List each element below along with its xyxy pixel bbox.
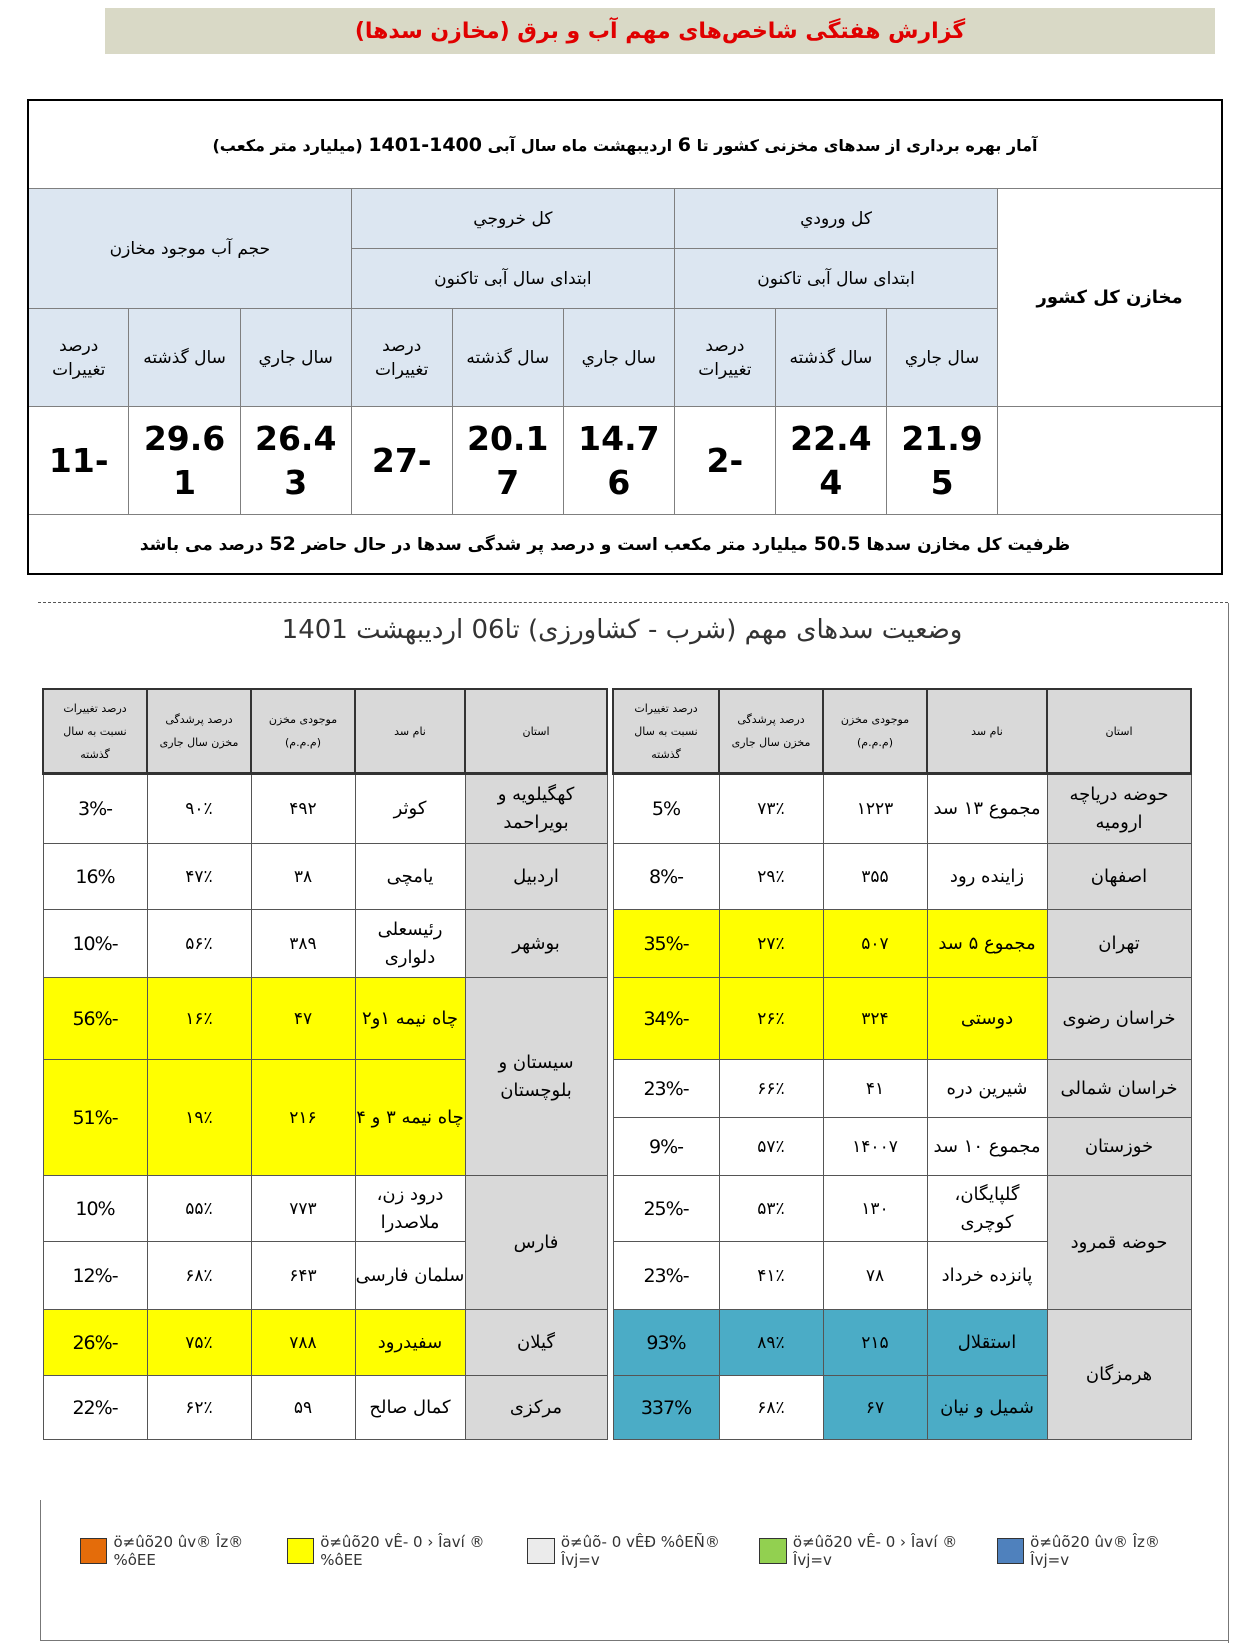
dams-table-left (42, 688, 608, 1440)
dam-name: درود زن، ملاصدرا (355, 1176, 465, 1242)
storage-value: ۳۸۹ (251, 910, 355, 978)
dam-name: پانزده خرداد (927, 1242, 1047, 1310)
dam-name: شیرین دره (927, 1060, 1047, 1118)
fill-value: ۱۶٪ (147, 978, 251, 1060)
change-value: 5% (613, 774, 719, 844)
table-row (613, 978, 1191, 1060)
table-row (43, 1176, 607, 1242)
frame-bottom-line (40, 1640, 1228, 1641)
change-value: 337% (613, 1376, 719, 1440)
table1-caption: آمار بهره برداری از سدهای مخزنی کشور تا 6 اردیبهشت ماه سال آبی 1400-1401 (میلیارد متر مکعب) (28, 100, 1222, 189)
dam-name: گلپایگان، کوچری (927, 1176, 1047, 1242)
table-row (43, 1310, 607, 1376)
province-cell: اصفهان (1047, 844, 1191, 910)
storage-value: ۲۱۵ (823, 1310, 927, 1376)
province-cell: سیستان و بلوچستان (465, 978, 607, 1176)
inflow-change-value: -2 (674, 407, 775, 515)
province-cell: خوزستان (1047, 1118, 1191, 1176)
dam-name: یامچی (355, 844, 465, 910)
dam-name: سفیدرود (355, 1310, 465, 1376)
outflow-group-sub: ابتدای سال آبی تاكنون (351, 249, 674, 309)
fill-value: ۶۸٪ (147, 1242, 251, 1310)
header-fill: درصد پرشدگی مخزن سال جاری (719, 689, 823, 774)
storage-group-title: حجم آب موجود مخازن (28, 189, 351, 309)
table-row (613, 844, 1191, 910)
change-value: -51% (43, 1060, 147, 1176)
header-dam: نام سد (355, 689, 465, 774)
legend-label: ö≠ûõ20 vÊ- 0 › Îaví ® %ôEE (320, 1533, 485, 1569)
dam-name: چاه نیمه ۱و۲ (355, 978, 465, 1060)
legend-swatch-gray (527, 1538, 554, 1564)
storage-value: ۶۷ (823, 1376, 927, 1440)
outflow-current-value: 14.76 (563, 407, 674, 515)
change-value: -23% (613, 1060, 719, 1118)
change-value: 10% (43, 1176, 147, 1242)
fill-value: ۶۸٪ (719, 1376, 823, 1440)
inflow-group-title: كل ورودي (674, 189, 997, 249)
dam-name: مجموع ۵ سد (927, 910, 1047, 978)
legend-item (80, 1533, 287, 1569)
fill-value: ۷۳٪ (719, 774, 823, 844)
inflow-group-sub: ابتدای سال آبی تاكنون (674, 249, 997, 309)
change-value: -25% (613, 1176, 719, 1242)
storage-value: ۱۳۰ (823, 1176, 927, 1242)
fill-value: ۶۶٪ (719, 1060, 823, 1118)
table-row (43, 1376, 607, 1440)
legend-label: ö≠ûõ20 ûv® Îz® Îvj=v (1030, 1533, 1160, 1569)
legend-swatch-green (759, 1538, 786, 1564)
storage-value: ۴۷ (251, 978, 355, 1060)
storage-col-current: سال جاري (240, 309, 351, 407)
inflow-col-last: سال گذشته (775, 309, 886, 407)
storage-current-value: 26.43 (240, 407, 351, 515)
fill-value: ۲۶٪ (719, 978, 823, 1060)
fill-value: ۴۱٪ (719, 1242, 823, 1310)
fill-value: ۴۷٪ (147, 844, 251, 910)
fill-value: ۶۲٪ (147, 1376, 251, 1440)
change-value: -10% (43, 910, 147, 978)
inflow-current-value: 21.95 (886, 407, 997, 515)
header-province: استان (465, 689, 607, 774)
province-cell: خراسان شمالی (1047, 1060, 1191, 1118)
province-cell: خراسان رضوی (1047, 978, 1191, 1060)
province-cell: فارس (465, 1176, 607, 1310)
province-cell: گیلان (465, 1310, 607, 1376)
capacity-footer: ظرفیت کل مخازن سدها 50.5 میلیارد متر مکعب است و درصد پر شدگی سدها در حال حاضر 52 درصد می باشد (28, 515, 1222, 575)
fill-value: ۲۷٪ (719, 910, 823, 978)
header-storage: موجودی مخزن (م.م.م) (823, 689, 927, 774)
storage-value: ۳۲۴ (823, 978, 927, 1060)
province-cell: بوشهر (465, 910, 607, 978)
change-value: 16% (43, 844, 147, 910)
change-value: -56% (43, 978, 147, 1060)
dam-name: کوثر (355, 774, 465, 844)
fill-value: ۱۹٪ (147, 1060, 251, 1176)
dam-name: کمال صالح (355, 1376, 465, 1440)
header-dam: نام سد (927, 689, 1047, 774)
legend-item (759, 1533, 996, 1569)
storage-value: ۲۱۶ (251, 1060, 355, 1176)
table-row (613, 1060, 1191, 1118)
fill-value: ۵۳٪ (719, 1176, 823, 1242)
dam-name: چاه نیمه ۳ و ۴ (355, 1060, 465, 1176)
dam-name: رئیسعلی دلواری (355, 910, 465, 978)
storage-value: ۴۱ (823, 1060, 927, 1118)
outflow-col-change: درصد تغييرات (351, 309, 452, 407)
storage-value: ۷۸ (823, 1242, 927, 1310)
province-cell: اردبیل (465, 844, 607, 910)
outflow-change-value: -27 (351, 407, 452, 515)
storage-value: ۵۰۷ (823, 910, 927, 978)
storage-col-change: درصد تغييرات (28, 309, 129, 407)
storage-value: ۶۴۳ (251, 1242, 355, 1310)
outflow-col-current: سال جاري (563, 309, 674, 407)
frame-left-line (40, 1500, 41, 1640)
header-province: استان (1047, 689, 1191, 774)
storage-value: ۳۵۵ (823, 844, 927, 910)
fill-value: ۲۹٪ (719, 844, 823, 910)
storage-change-value: -11 (28, 407, 129, 515)
national-reservoir-table (27, 99, 1223, 575)
outflow-last-value: 20.17 (452, 407, 563, 515)
province-cell: حوضه قمرود (1047, 1176, 1191, 1310)
dam-name: دوستی (927, 978, 1047, 1060)
report-title: گزارش هفتگی شاخص‌های مهم آب و برق (مخازن سدها) (354, 18, 966, 44)
table-row (613, 1310, 1191, 1376)
change-value: -12% (43, 1242, 147, 1310)
table-row (43, 978, 607, 1060)
storage-value: ۵۹ (251, 1376, 355, 1440)
dams-table-right (612, 688, 1192, 1440)
legend-item (287, 1533, 528, 1569)
dam-name: مجموع ۱۳ سد (927, 774, 1047, 844)
legend-label: ö≠ûõ- 0 vÊÐ %ôEÑ® Îvj=v (560, 1533, 720, 1569)
section-divider (38, 602, 1228, 603)
header-storage: موجودی مخزن (م.م.م) (251, 689, 355, 774)
inflow-col-change: درصد تغييرات (674, 309, 775, 407)
dam-name: سلمان فارسی (355, 1242, 465, 1310)
inflow-col-current: سال جاري (886, 309, 997, 407)
legend-item (527, 1533, 759, 1569)
legend-swatch-blue (997, 1538, 1024, 1564)
change-value: -23% (613, 1242, 719, 1310)
header-fill: درصد پرشدگی مخزن سال جاری (147, 689, 251, 774)
row-label-national: مخازن کل کشور (998, 189, 1222, 407)
storage-value: ۷۷۳ (251, 1176, 355, 1242)
change-value: -34% (613, 978, 719, 1060)
report-title-bar (105, 8, 1215, 54)
outflow-group-title: كل خروجي (351, 189, 674, 249)
table-row (613, 910, 1191, 978)
frame-right-line (1228, 603, 1229, 1643)
table-row (43, 774, 607, 844)
dam-name: زاینده رود (927, 844, 1047, 910)
legend-label: ö≠ûõ20 ûv® Îz® %ôEE (113, 1533, 244, 1569)
dam-name: استقلال (927, 1310, 1047, 1376)
storage-last-value: 29.61 (129, 407, 240, 515)
outflow-col-last: سال گذشته (452, 309, 563, 407)
dam-name: شمیل و نیان (927, 1376, 1047, 1440)
change-value: -8% (613, 844, 719, 910)
province-cell: حوضه دریاچه ارومیه (1047, 774, 1191, 844)
table-row (43, 844, 607, 910)
header-change: درصد تغییرات نسبت به سال گذشته (613, 689, 719, 774)
storage-value: ۷۸۸ (251, 1310, 355, 1376)
storage-col-last: سال گذشته (129, 309, 240, 407)
legend-label: ö≠ûõ20 vÊ- 0 › Îaví ® Îvj=v (792, 1533, 958, 1569)
change-value: -9% (613, 1118, 719, 1176)
storage-value: ۴۹۲ (251, 774, 355, 844)
change-value: -35% (613, 910, 719, 978)
fill-value: ۵۷٪ (719, 1118, 823, 1176)
dam-name: مجموع ۱۰ سد (927, 1118, 1047, 1176)
fill-value: ۷۵٪ (147, 1310, 251, 1376)
table-row (43, 910, 607, 978)
table-row (613, 1176, 1191, 1242)
table-row (613, 774, 1191, 844)
fill-value: ۵۶٪ (147, 910, 251, 978)
fill-value: ۸۹٪ (719, 1310, 823, 1376)
province-cell: مرکزی (465, 1376, 607, 1440)
inflow-last-value: 22.44 (775, 407, 886, 515)
color-legend (80, 1533, 1200, 1569)
legend-swatch-orange (80, 1538, 107, 1564)
dams-status-title: وضعیت سدهای مهم (شرب - کشاورزی) تا06 اردیبهشت 1401 (281, 615, 963, 645)
change-value: -3% (43, 774, 147, 844)
change-value: 93% (613, 1310, 719, 1376)
fill-value: ۵۵٪ (147, 1176, 251, 1242)
change-value: -22% (43, 1376, 147, 1440)
province-cell: هرمزگان (1047, 1310, 1191, 1440)
fill-value: ۹۰٪ (147, 774, 251, 844)
storage-value: ۱۲۲۳ (823, 774, 927, 844)
legend-item (997, 1533, 1200, 1569)
table-row (613, 1118, 1191, 1176)
legend-swatch-yellow (287, 1538, 314, 1564)
storage-value: ۱۴۰۰۷ (823, 1118, 927, 1176)
province-cell: کهگیلویه و بویراحمد (465, 774, 607, 844)
header-change: درصد تغییرات نسبت به سال گذشته (43, 689, 147, 774)
province-cell: تهران (1047, 910, 1191, 978)
change-value: -26% (43, 1310, 147, 1376)
storage-value: ۳۸ (251, 844, 355, 910)
